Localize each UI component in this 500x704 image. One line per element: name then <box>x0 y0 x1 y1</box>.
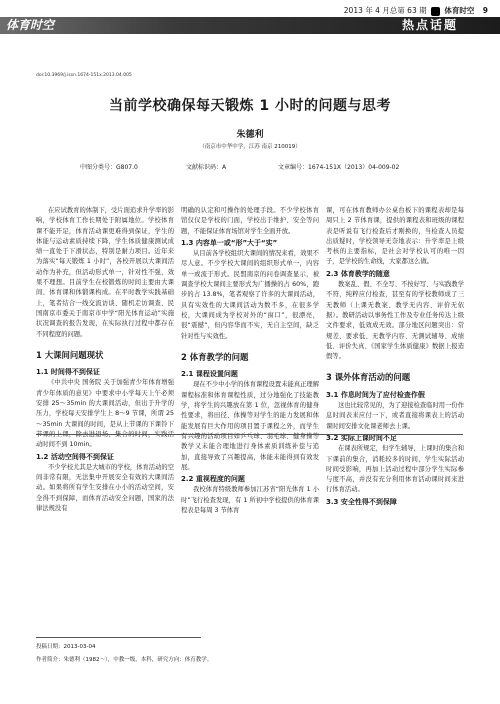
subsection-2-2: 2.2 重视程度的问题 <box>181 475 245 484</box>
journal-seal-icon <box>431 7 440 16</box>
doi: doi:10.3969/j.issn.1674-151x.2013.04.005 <box>36 73 132 78</box>
affiliation: （南京市中华中学，江苏 南京 210019） <box>199 144 301 150</box>
article-title: 当前学校确保每天锻炼 1 小时的问题与思考 <box>109 98 391 114</box>
page-number: 9 <box>482 6 488 15</box>
paragraph-2-3: 教案乱、假、不全写、不按好写、与实践教学不符，纯粹应付检查，甚至有的学校教师成了三无教师（上课无教案、教学无内容、评价无依据）。教研活动以事务性工作及专业任务传达上级文件要求，低效成无效。部分地区问题突出：常规差、要求低、无教学内容、无测试辅导、成绩低、评价失真、《国家学生体质健康》数据上报造假等。 <box>326 281 464 361</box>
issue-line <box>344 5 488 16</box>
subsection-1-3: 1.3 内容单一或“形”大于“实” <box>181 238 278 247</box>
section-heading-1: 1 大课间问题现状 <box>36 349 104 360</box>
column-3 <box>326 206 464 508</box>
footnote-divider <box>36 637 201 638</box>
paragraph-3-1: 这也比较常见的，为了迎接检查临时用一份作息时间表来应付一下，或者直接将课表上的活动课时间安排文化课老师去上课。 <box>326 402 464 430</box>
paragraph-2-2-cont: 课，可在体育教师办公桌台板下的课程表却是每周只上 2 节体育课，提供的课程表和班级的课程表是听说有飞行检查后才刚换的，当检查人员提出质疑时，学校领导无奈地表示：升学率是上级考核的主要指标，是社会对学校认可的唯一因子，是学校的生命线，大家都这么做。 <box>326 207 464 266</box>
section-divider <box>36 434 463 435</box>
subsection-2-3: 2.3 体育教学的随意 <box>326 269 390 278</box>
author-bio: 作者简介：朱德利（1982～），中教一级，本科，研究方向：体育教学。 <box>36 657 213 663</box>
journal-logo: 体育时空 <box>6 18 55 32</box>
article-number: 文章编号：1674-151X（2013）04-009-02 <box>278 164 400 171</box>
issue-text: 2013 年 4 月总第 63 期 <box>343 6 427 15</box>
paragraph-1-2-cont: 明确的认定和可操作的处理手段。不少学校体育馆仅仅是学校的门面，学校出于维护、安全等问题，不能保证体育场馆对学生全面开放。 <box>181 207 319 235</box>
author: 朱德利 <box>236 130 264 140</box>
journal-mark: 体育时空 <box>444 6 475 15</box>
paragraph-1-3: 从目前各学校组织大课间的情况来看，效果不尽人意。不少学校大课间的组织形式单一，内容单一或流于形式。民盟南京的问卷调查显示，被调查学校大课间主要形式为广播操的占 60%，跑步的占 13.8%，笔者观察了许多的大课间活动，具有实效性的大课间活动为数不多，在很多学校，大课间成为学校对外的“窗口”，很漂亮，很“震撼”，但内容华而不实，无自主空间，缺乏针对性与实效性。 <box>181 250 319 340</box>
section-title: 热点话题 <box>401 18 458 32</box>
column-2 <box>181 206 319 516</box>
column-1 <box>36 206 174 514</box>
paragraph-2-2: 我校体育特级教师参加江苏省“阳光体育 1 小时”飞行检查发现，有 1 所初中学校提供的体育课程表是每周 3 节体育 <box>181 486 319 515</box>
section-heading-3: 3 课外体育活动的问题 <box>326 372 411 383</box>
subsection-3-3: 3.3 安全性得不到保障 <box>326 497 397 506</box>
subsection-2-1: 2.1 课程设置问题 <box>181 370 238 379</box>
paragraph-1-2: 不少学校尤其是大城市的学校，体育活动的空间非常有限，无法集中开展安全有效的大课间活动。如果将所有学生安排在小小的活动空间，安全得不到保障，而体育活动安全问题，国家的法律法规没有 <box>36 463 174 513</box>
section-heading-2: 2 体育教学的问题 <box>181 351 249 362</box>
subsection-1-2: 1.2 活动空间得不到保证 <box>36 452 114 461</box>
subsection-1-1: 1.1 时间得不到保证 <box>36 368 100 377</box>
paragraph-1-1: 《中共中央 国务院 关于加强青少年体育增强青少年体质的意见》中要求中小学每天上午必须安排 25～35min 的大课间活动，但出于升学的压力，学校每天安排学生上 8～9 节课，所谓 25～35min 大课间的时间，是从上节课的下课铃下节课的上课，除去进退场、集合的时间，实践活动时间不到 10min。 <box>36 379 174 449</box>
clc-number: 中图分类号：G807.0 <box>80 164 138 171</box>
document-code: 文献标识码：A <box>186 164 227 171</box>
journal-header <box>0 0 500 38</box>
intro-paragraph: 在应试教育的体制下，受片面追求升学率的影响，学校体育工作长期处于附属地位。学校体育课不能开足，体育活动课更难得到保证，学生的体能与运动素质持续下降，学生体质健康测试成绩一直处于下滑状态，特别是耐力项目。近年来为落实“每天锻炼 1 小时”，各校开展以大课间活动作为补充，但活动形式单一，针对性不强，效果不理想。目前学生在校锻炼的时间主要由大课间、体育课和体锻课构成。在平时教学实践基础上，笔者结合一线交流访谈、随机走访调查、民国南京市委关于南京市中学“阳光体育运动”实施状况调查的报告发现，在实际执行过程中都存在不同程度的问题。 <box>36 207 174 338</box>
received-date: 投稿日期：2013-03-04 <box>36 644 96 650</box>
paragraph-2-1: 现在不少中小学的体育课程设置未能真正理解课程标准和体育课程性质，过分地强化了技能教学，将学生的兴趣放在第 1 位，忽视体育的健身性要求，将田径、体操等对学生的能力发展和体能发展有巨大作用的项目置于课程之外，而学生有兴趣的活动项目如乒乓球、羽毛球、健身操等教学又未能合理地进行身体素质训练补偿与追加，直接导致了兴趣提高，体能未能得到有效发展。 <box>181 381 319 471</box>
subsection-3-2: 3.2 实际上课时间不足 <box>326 433 397 442</box>
subsection-3-1: 3.1 作息时间为了应付检查作假 <box>326 390 425 399</box>
paragraph-3-2: 在课表所规定，但学生辅导，上课时的集合和下课前的集合，消耗较多的时间，学生实际活动时间受影响，再加上活动过程中部分学生实际参与度不高，并没有充分利用体育活动课时间来进行体育活动。 <box>326 445 464 494</box>
